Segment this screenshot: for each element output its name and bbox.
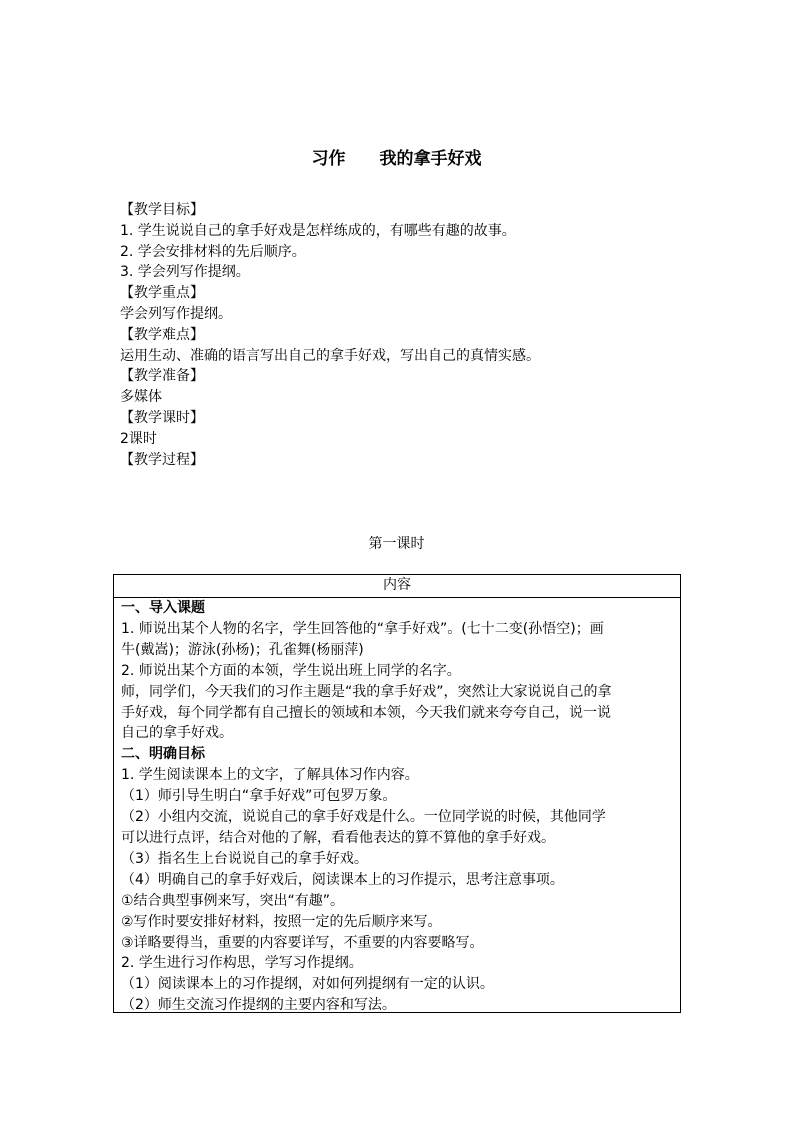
section-heading: 一、导入课题 xyxy=(121,600,205,616)
hours-text: 2课时 xyxy=(120,430,157,447)
table-header: 内容 xyxy=(114,575,680,598)
section-heading: 二、明确目标 xyxy=(121,746,205,763)
content-line: （3）指名生上台说说自己的拿手好戏。 xyxy=(121,850,368,867)
content-line: 1. 师说出某个人物的名字，学生回答他的“拿手好戏”。(七十二变(孙悟空)；画 xyxy=(121,620,604,637)
content-line: 2. 师说出某个方面的本领，学生说出班上同学的名字。 xyxy=(121,662,461,679)
goal-item: 3. 学会列写作提纲。 xyxy=(120,264,250,281)
content-line: 牛(戴嵩)；游泳(孙杨)；孔雀舞(杨丽萍) xyxy=(121,641,364,658)
focus-heading: 【教学重点】 xyxy=(120,285,204,302)
content-line: ②写作时要安排好材料，按照一定的先后顺序来写。 xyxy=(121,913,442,930)
content-line: 手好戏，每个同学都有自己擅长的领域和本领，今天我们就来夸夸自己，说一说 xyxy=(121,704,611,721)
prep-text: 多媒体 xyxy=(120,389,162,406)
hours-heading: 【教学课时】 xyxy=(120,409,204,426)
process-heading: 【教学过程】 xyxy=(120,451,204,468)
content-table xyxy=(113,574,681,1013)
goal-item: 2. 学会安排材料的先后顺序。 xyxy=(120,243,306,260)
difficulty-heading: 【教学难点】 xyxy=(120,326,204,343)
goal-item: 1. 学生说说自己的拿手好戏是怎样练成的，有哪些有趣的故事。 xyxy=(120,222,516,239)
prep-heading: 【教学准备】 xyxy=(120,368,204,385)
table-body xyxy=(114,598,680,1016)
lesson-heading: 第一课时 xyxy=(368,536,425,552)
page-title: 习作 我的拿手好戏 xyxy=(311,149,482,169)
difficulty-text: 运用生动、准确的语言写出自己的拿手好戏，写出自己的真情实感。 xyxy=(120,347,540,364)
content-line: 师，同学们，今天我们的习作主题是“我的拿手好戏”，突然让大家说说自己的拿 xyxy=(121,683,612,700)
content-line: 1. 学生阅读课本上的文字，了解具体习作内容。 xyxy=(121,767,419,784)
content-line: 2. 学生进行习作构思，学写习作提纲。 xyxy=(121,955,363,972)
content-line: （2）小组内交流，说说自己的拿手好戏是什么。一位同学说的时候，其他同学 xyxy=(121,809,606,826)
goals-heading: 【教学目标】 xyxy=(120,202,204,218)
content-line: （4）明确自己的拿手好戏后，阅读课本上的习作提示，思考注意事项。 xyxy=(121,871,564,888)
content-line: （1）师引导生明白“拿手好戏”可包罗万象。 xyxy=(121,788,397,805)
lesson-plan-meta xyxy=(120,200,680,470)
content-line: ③详略要得当，重要的内容要详写，不重要的内容要略写。 xyxy=(121,934,484,951)
content-line: 自己的拿手好戏。 xyxy=(121,725,233,742)
content-line: （1）阅读课本上的习作提纲，对如何列提纲有一定的认识。 xyxy=(121,976,494,993)
content-line: 可以进行点评，结合对他的了解，看看他表达的算不算他的拿手好戏。 xyxy=(121,829,555,846)
content-line: ①结合典型事例来写，突出“有趣”。 xyxy=(121,892,345,909)
focus-text: 学会列写作提纲。 xyxy=(120,305,232,322)
content-line: （2）师生交流习作提纲的主要内容和写法。 xyxy=(121,997,396,1014)
